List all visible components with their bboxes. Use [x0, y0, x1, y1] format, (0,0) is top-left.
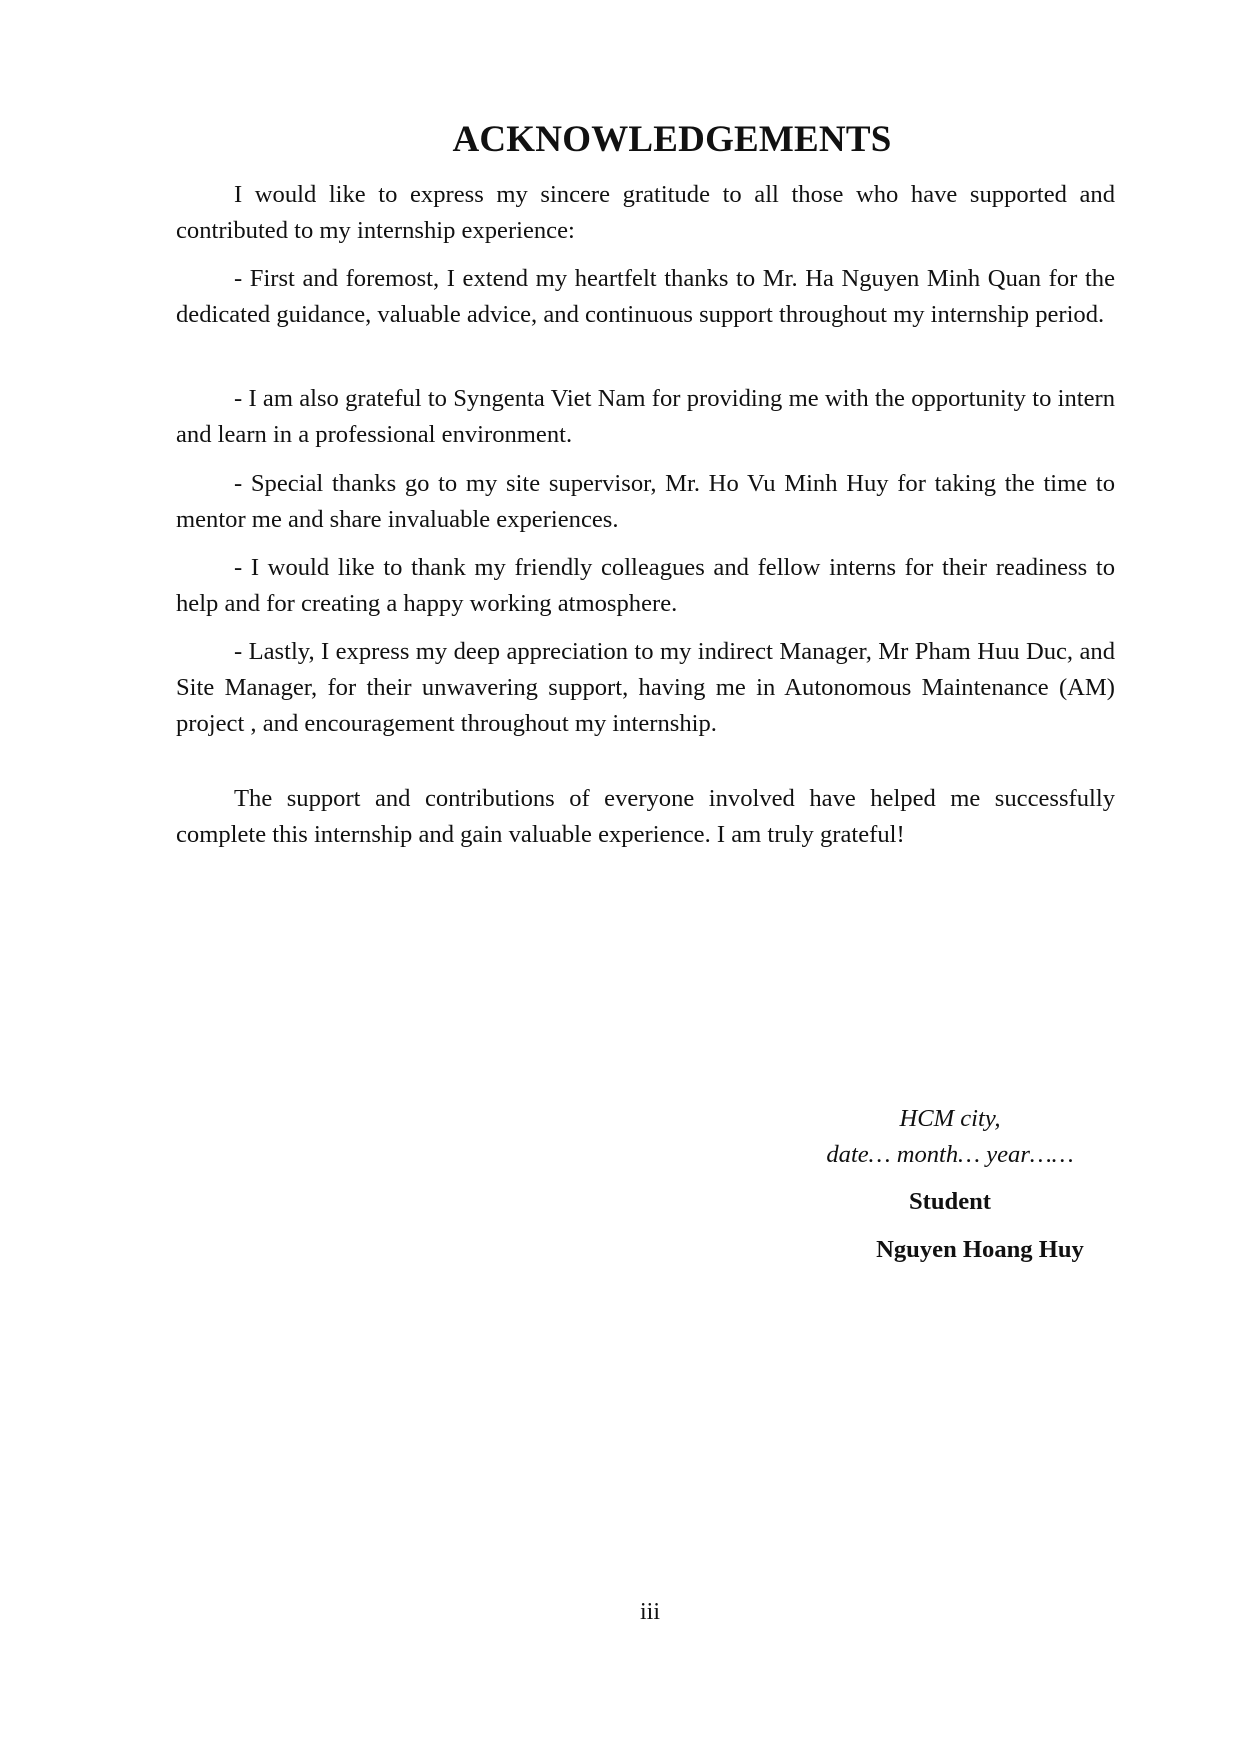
signature-name: Nguyen Hoang Huy — [876, 1236, 1084, 1263]
thanks-manager-paragraph — [176, 634, 1115, 742]
intro-paragraph — [176, 177, 1115, 249]
thanks-supervisor-paragraph — [176, 466, 1115, 538]
signature-city: HCM city, — [899, 1105, 1001, 1132]
thanks-advisor-paragraph — [176, 261, 1115, 333]
signature-role: Student — [908, 1188, 991, 1215]
signature-date: date… month… year…… — [826, 1141, 1074, 1168]
paragraph-text: I would like to express my sincere gratitude to all those who have supported and contributed to my internship experience: — [176, 181, 1115, 244]
paragraph-text: - I am also grateful to Syngenta Viet Nam for providing me with the opportunity to intern and learn in a professional environment. — [176, 385, 1115, 448]
thanks-company-paragraph — [176, 381, 1115, 453]
page-number: iii — [639, 1599, 660, 1625]
paragraph-text: The support and contributions of everyone involved have helped me successfully complete this internship and gain valuable experience. I am truly grateful! — [176, 785, 1115, 848]
paragraph-text: - I would like to thank my friendly colleagues and fellow interns for their readiness to help and for creating a happy working atmosphere. — [176, 554, 1115, 617]
thanks-colleagues-paragraph — [176, 550, 1115, 622]
paragraph-text: - Special thanks go to my site supervisor, Mr. Ho Vu Minh Huy for taking the time to mentor me and share invaluable experiences. — [176, 470, 1115, 533]
paragraph-text: - Lastly, I express my deep appreciation to my indirect Manager, Mr Pham Huu Duc, and Site Manager, for their unwavering support, having me in Autonomous Maintenance (AM) project , and encouragement throughout my internship. — [176, 638, 1115, 737]
closing-paragraph — [176, 781, 1115, 853]
page-title: ACKNOWLEDGEMENTS — [452, 119, 892, 160]
paragraph-text: - First and foremost, I extend my heartfelt thanks to Mr. Ha Nguyen Minh Quan for the dedicated guidance, valuable advice, and continuous support throughout my internship period. — [176, 265, 1115, 328]
